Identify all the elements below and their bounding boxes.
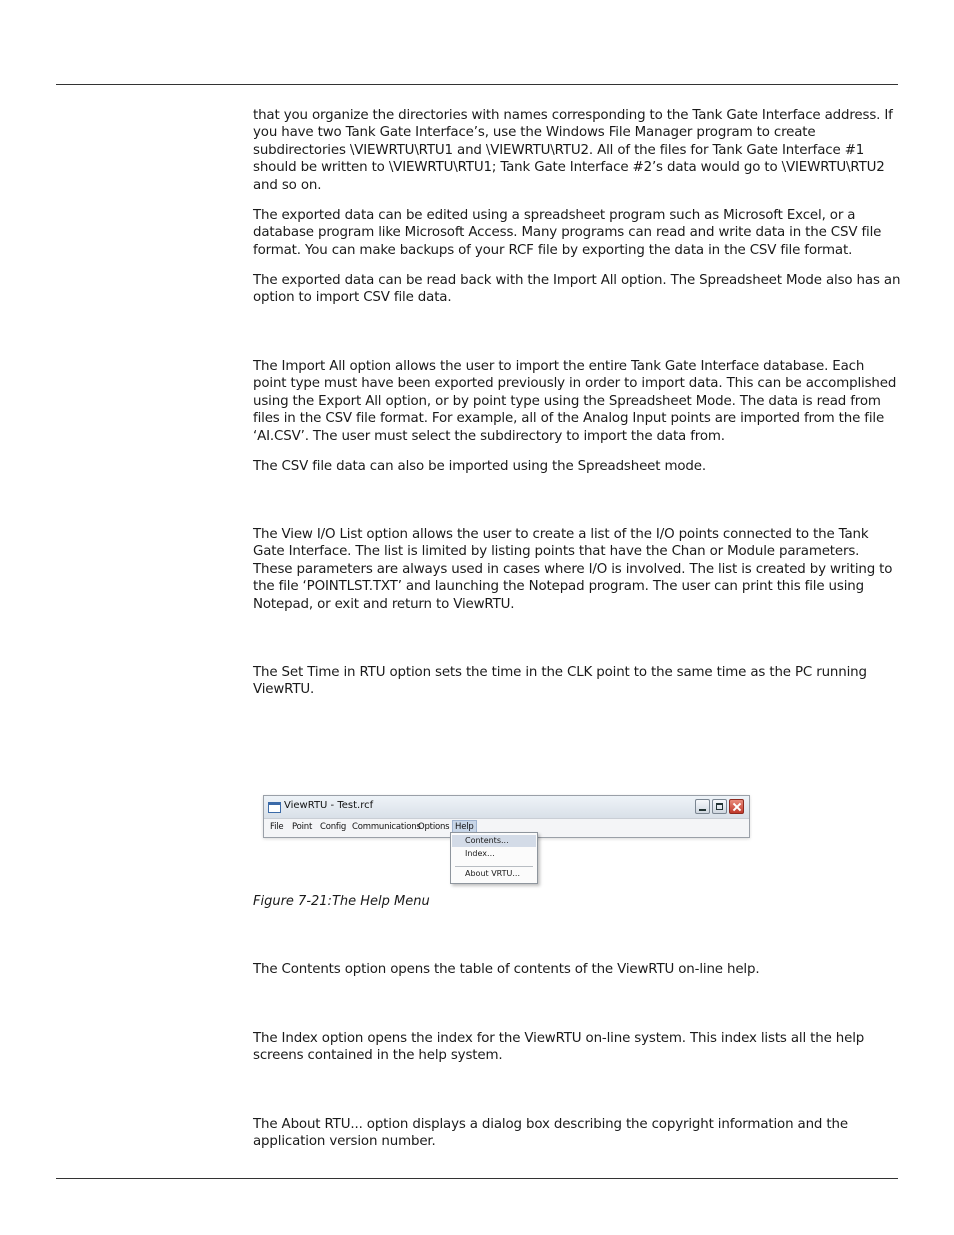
help-index-label: Index...: [465, 849, 495, 858]
paragraph-view-io-list: The View I/O List option allows the user to create a list of the I/O points connected to the Tank Gate Interface. The list is limited by listing points that have the Chan or Module parameters. These parameters are always used in cases where I/O is involved. The list is created by writing to the file ‘POINTLST.TXT’ and launching the Notepad program. The user can print this file using Notepad, or exit and return to ViewRTU.: [253, 527, 893, 612]
figure-caption: Figure 7-21:The Help Menu: [253, 894, 430, 909]
paragraph-set-time: The Set Time in RTU option sets the time in the CLK point to the same time as the PC running ViewRTU.: [253, 665, 867, 698]
paragraph-contents: The Contents option opens the table of contents of the ViewRTU on-line help.: [253, 962, 760, 977]
menu-options: Options: [418, 822, 450, 832]
help-index-item: [452, 848, 536, 860]
help-about-item: [452, 868, 536, 880]
app-window-icon: [268, 802, 281, 813]
menu-config: Config: [320, 822, 347, 832]
paragraph-import-all: The Import All option allows the user to import the entire Tank Gate Interface database. Each point type must have been exported previously in order to import data. This can be accomplished using the Export All option, or by point type using the Spreadsheet Mode. The data is read from files in the CSV file format. For example, all of the Analog Input points are imported from the file ‘AI.CSV’. The user must select the subdirectory to import the data from.: [253, 359, 897, 444]
maximize-icon: [712, 799, 727, 814]
menu-help: Help: [452, 820, 477, 834]
header-rule: [56, 84, 898, 85]
help-about-label: About VRTU...: [465, 869, 521, 878]
paragraph-exported-read: The exported data can be read back with the Import All option. The Spreadsheet Mode also has an option to import CSV file data.: [253, 273, 901, 306]
help-contents-item: [452, 835, 536, 847]
help-contents-label: Contents...: [465, 836, 509, 845]
paragraph-csv-import: The CSV file data can also be imported using the Spreadsheet mode.: [253, 459, 706, 474]
window-titlebar: [264, 796, 749, 818]
help-dropdown: [450, 832, 538, 884]
window-title: ViewRTU - Test.rcf: [284, 800, 374, 811]
minimize-icon: [695, 799, 710, 814]
paragraph-exported-edit: The exported data can be edited using a spreadsheet program such as Microsoft Excel, or a database program like Microsoft Access. Many programs can read and write data in the CSV file format. You can make backups of your RCF file by exporting the data in the CSV file format.: [253, 208, 882, 258]
paragraph-about: The About RTU... option displays a dialog box describing the copyright information and the application version number.: [253, 1117, 848, 1150]
paragraph-directories: that you organize the directories with names corresponding to the Tank Gate Interface address. If you have two Tank Gate Interface’s, use the Windows File Manager program to create subdirectories \VIEWRTU\RTU1 and \VIEWRTU\RTU2. All of the files for Tank Gate Interface #1 should be written to \VIEWRTU\RTU1; Tank Gate Interface #2’s data would go to \VIEWRTU\RTU2 and so on.: [253, 108, 893, 193]
menu-file: File: [270, 822, 284, 832]
paragraph-index: The Index option opens the index for the ViewRTU on-line system. This index lists all the help screens contained in the help system.: [253, 1031, 865, 1064]
menu-point: Point: [292, 822, 313, 832]
menu-communications: Communications: [352, 822, 421, 832]
dropdown-separator: [455, 866, 533, 867]
footer-rule: [56, 1178, 898, 1179]
close-icon: [729, 799, 744, 814]
